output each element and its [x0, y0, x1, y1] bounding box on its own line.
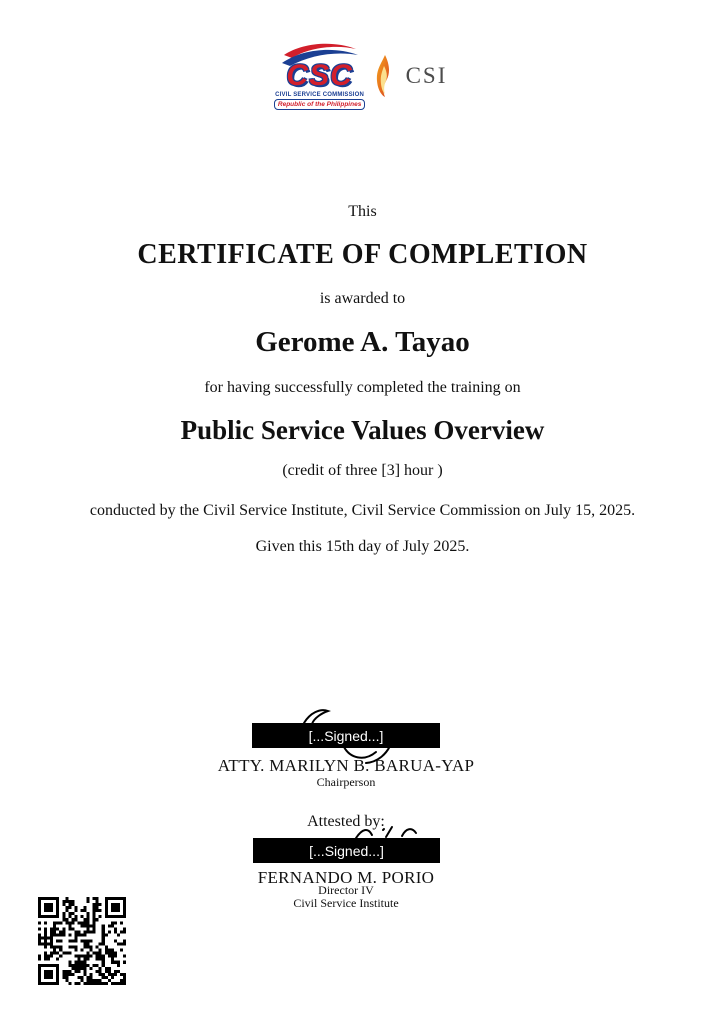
header-logos — [0, 42, 725, 110]
csi-flame-icon — [375, 54, 395, 98]
csi-acronym: CSI — [405, 63, 448, 88]
signatory-name: ATTY. MARILYN B. BARUA-YAP — [217, 756, 475, 775]
intro-line: This — [348, 203, 377, 220]
awarded-to-line: is awarded to — [319, 290, 406, 307]
signatory-title: Chairperson — [316, 775, 376, 789]
csc-logo — [275, 42, 365, 110]
completion-line: for having successfully completed the training on — [204, 379, 521, 396]
signed-redaction-box — [252, 723, 440, 748]
csc-name-text: CIVIL SERVICE COMMISSION — [275, 92, 365, 98]
signed-label: [...Signed...] — [308, 727, 384, 744]
signatory-org: Civil Service Institute — [293, 896, 399, 910]
csc-acronym: CSC — [286, 59, 353, 92]
signatory-name: FERNANDO M. PORIO — [257, 868, 435, 887]
certificate-title: CERTIFICATE OF COMPLETION — [137, 239, 588, 270]
course-title: Public Service Values Overview — [180, 415, 545, 445]
attested-by-label: Attested by: — [307, 813, 385, 830]
qr-code — [38, 897, 126, 985]
recipient-name: Gerome A. Tayao — [255, 326, 470, 358]
signed-label: [...Signed...] — [309, 842, 384, 859]
csc-subtitle-text: Republic of the Philippines — [277, 101, 362, 108]
signed-redaction-box — [253, 838, 440, 863]
csc-subtitle-box — [274, 99, 365, 110]
signatory-title: Director IV — [318, 883, 374, 897]
given-line: Given this 15th day of July 2025. — [255, 538, 470, 555]
conducted-line: conducted by the Civil Service Institute, Civil Service Commission on July 15, 2025. — [89, 502, 636, 519]
credit-line: (credit of three [3] hour ) — [282, 462, 443, 479]
